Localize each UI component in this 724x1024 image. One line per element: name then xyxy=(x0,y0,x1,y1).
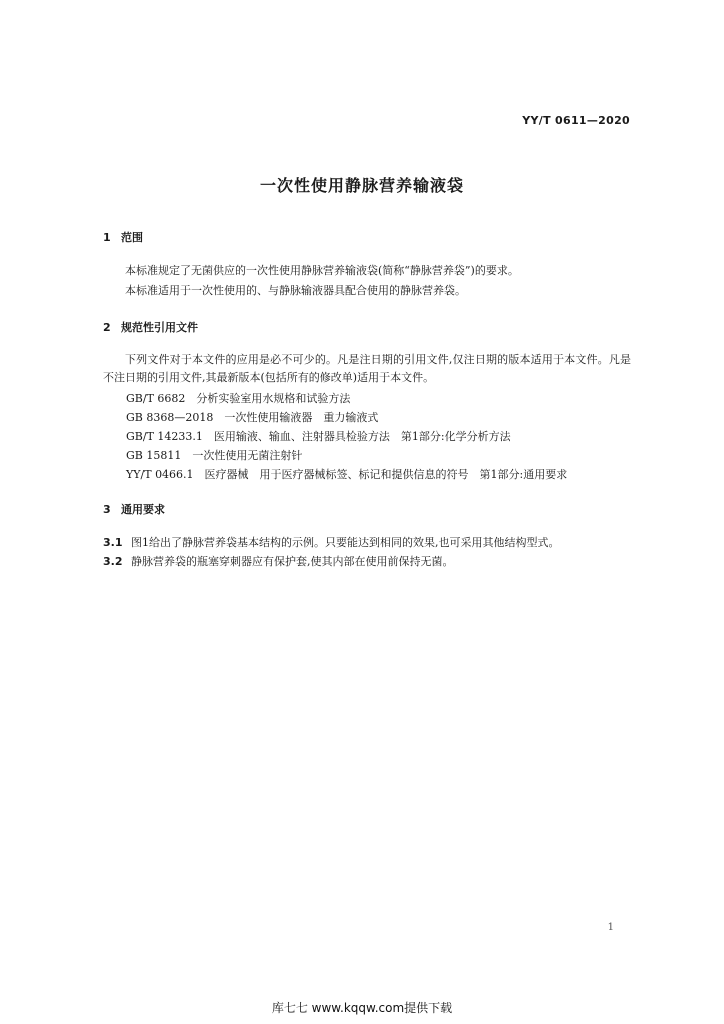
section-title: 规范性引用文件 xyxy=(121,321,198,334)
reference-item: GB 15811 一次性使用无菌注射针 xyxy=(126,449,303,462)
section-title: 范围 xyxy=(121,231,143,244)
download-footer: 库七七 www.kqqw.com提供下载 xyxy=(271,1001,453,1015)
section-3-heading xyxy=(103,501,165,517)
section-number: 2 xyxy=(103,321,111,334)
reference-item: YY/T 0466.1 医疗器械 用于医疗器械标签、标记和提供信息的符号 第1部分:通用要求 xyxy=(126,468,568,481)
page-number: 1 xyxy=(607,922,614,933)
reference-item: GB 8368—2018 一次性使用输液器 重力输液式 xyxy=(126,411,379,424)
clause-number: 3.2 xyxy=(103,555,123,568)
section-1-paragraph: 本标准规定了无菌供应的一次性使用静脉营养输液袋(简称“静脉营养袋”)的要求。 xyxy=(125,264,519,277)
section-1-paragraph: 本标准适用于一次性使用的、与静脉输液器具配合使用的静脉营养袋。 xyxy=(125,284,466,297)
section-2-intro: 下列文件对于本文件的应用是必不可少的。凡是注日期的引用文件,仅注日期的版本适用于本文件。凡是不注日期的引用文件,其最新版本(包括所有的修改单)适用于本文件。 xyxy=(103,353,631,384)
clause-text: 图1给出了静脉营养袋基本结构的示例。只要能达到相同的效果,也可采用其他结构型式。 xyxy=(131,536,560,549)
reference-item: GB/T 14233.1 医用输液、输血、注射器具检验方法 第1部分:化学分析方法 xyxy=(126,430,511,443)
clause-text: 静脉营养袋的瓶塞穿刺器应有保护套,使其内部在使用前保持无菌。 xyxy=(131,555,454,568)
section-1-heading xyxy=(103,229,143,245)
section-2-heading xyxy=(103,319,198,335)
standard-number: YY/T 0611—2020 xyxy=(522,114,630,127)
clause-number: 3.1 xyxy=(103,536,123,549)
document-title: 一次性使用静脉营养输液袋 xyxy=(259,176,464,195)
clause-3-2 xyxy=(103,553,454,569)
section-title: 通用要求 xyxy=(121,503,165,516)
clause-3-1 xyxy=(103,534,560,550)
reference-item: GB/T 6682 分析实验室用水规格和试验方法 xyxy=(126,392,351,405)
section-number: 3 xyxy=(103,503,111,516)
section-number: 1 xyxy=(103,231,111,244)
